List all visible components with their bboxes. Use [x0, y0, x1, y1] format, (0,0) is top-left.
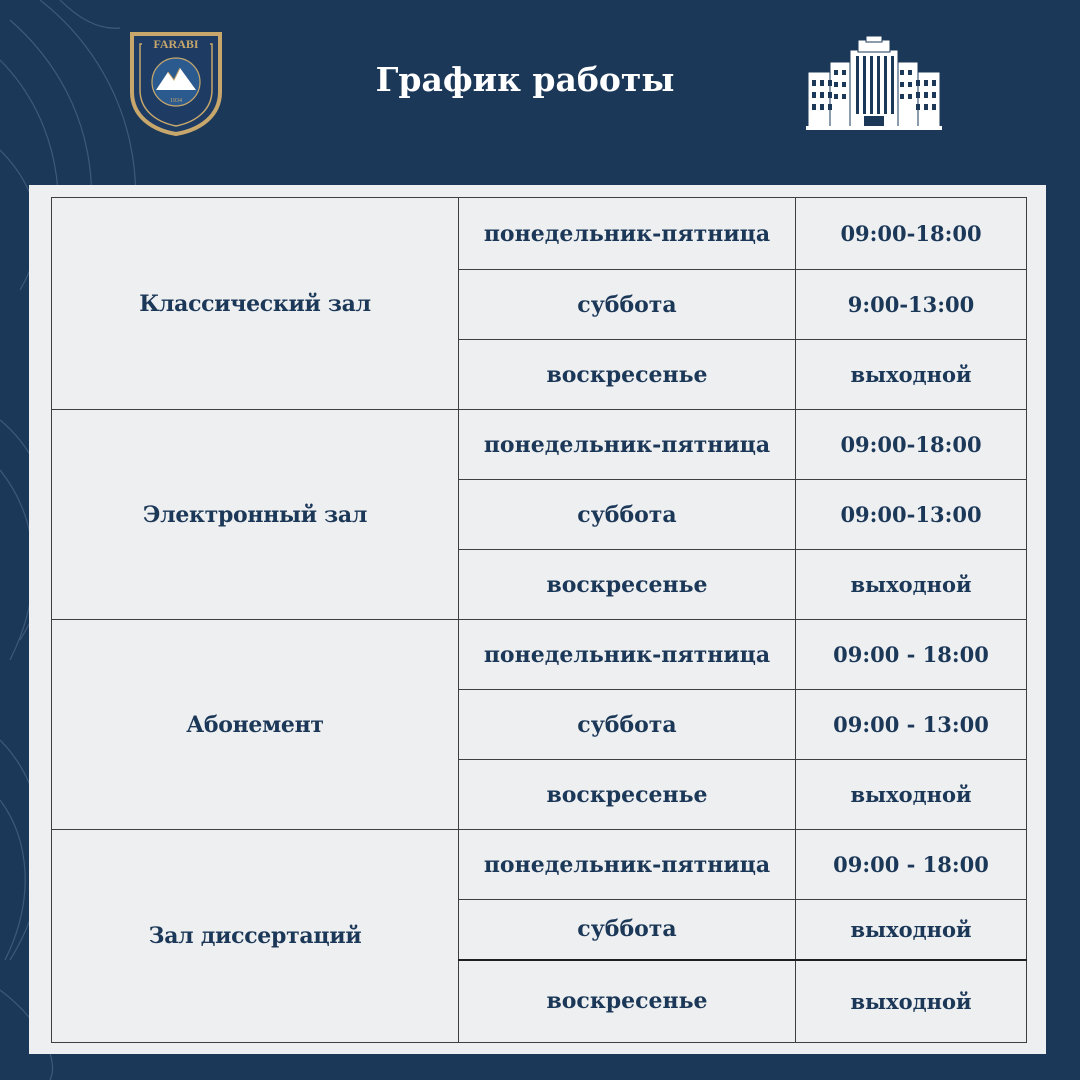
hours-cell: 09:00 - 13:00 [796, 690, 1027, 760]
hall-name-dissertations: Зал диссертаций [52, 830, 459, 1043]
day-cell: суббота [459, 900, 796, 960]
day-cell: воскресенье [459, 550, 796, 620]
hours-cell: выходной [796, 960, 1027, 1043]
farabi-logo [128, 30, 224, 136]
hours-cell: 09:00-13:00 [796, 480, 1027, 550]
logo-year: 1934 [170, 98, 182, 104]
day-cell: воскресенье [459, 760, 796, 830]
hours-cell: выходной [796, 550, 1027, 620]
hall-name-subscription: Абонемент [52, 620, 459, 830]
hall-name-classic: Классический зал [52, 198, 459, 410]
hours-cell: выходной [796, 900, 1027, 960]
hours-cell: 09:00-18:00 [796, 410, 1027, 480]
hours-cell: выходной [796, 760, 1027, 830]
day-cell: воскресенье [459, 960, 796, 1043]
day-cell: суббота [459, 690, 796, 760]
hours-cell: 09:00 - 18:00 [796, 830, 1027, 900]
hours-cell: 09:00-18:00 [796, 198, 1027, 270]
schedule-table [51, 197, 1027, 1043]
day-cell: понедельник-пятница [459, 620, 796, 690]
hours-cell: выходной [796, 340, 1027, 410]
day-cell: понедельник-пятница [459, 830, 796, 900]
day-cell: воскресенье [459, 340, 796, 410]
logo-text: FARABI [153, 37, 199, 51]
hall-name-electronic: Электронный зал [52, 410, 459, 620]
hours-cell: 09:00 - 18:00 [796, 620, 1027, 690]
university-building-icon [806, 36, 942, 130]
day-cell: суббота [459, 270, 796, 340]
page-title: График работы [375, 60, 675, 99]
day-cell: понедельник-пятница [459, 198, 796, 270]
day-cell: суббота [459, 480, 796, 550]
hours-cell: 9:00-13:00 [796, 270, 1027, 340]
day-cell: понедельник-пятница [459, 410, 796, 480]
